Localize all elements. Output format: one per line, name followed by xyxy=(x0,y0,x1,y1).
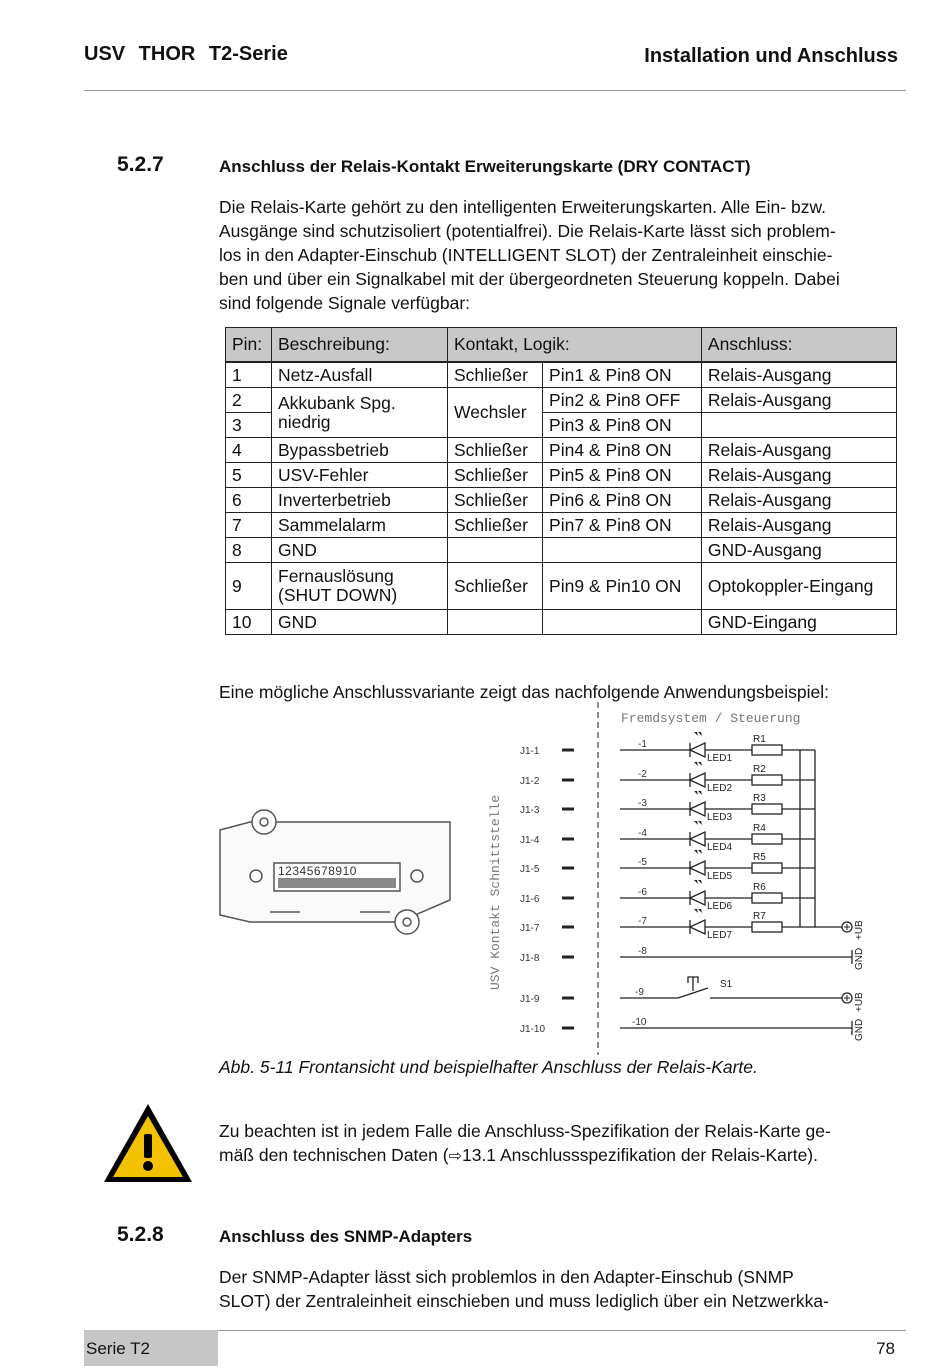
paragraph-line: sind folgende Signale verfügbar: xyxy=(219,293,471,313)
remote-system-label: Fremdsystem / Steuerung xyxy=(621,711,801,726)
remote-pin-label: -1 xyxy=(638,739,647,750)
pin-cell: 6 xyxy=(226,488,272,513)
cross-reference-link[interactable]: 13.1 Anschlussspezifikation der Relais-Karte). xyxy=(461,1145,818,1165)
warning-text xyxy=(219,1119,899,1169)
description-cell: Akkubank Spg. niedrig xyxy=(272,388,448,438)
contact-cell: Schließer xyxy=(448,463,543,488)
logic-cell: Pin5 & Pin8 ON xyxy=(543,463,702,488)
gnd-label: GND xyxy=(854,1018,865,1041)
connection-cell xyxy=(701,413,896,438)
led-label: LED6 xyxy=(707,901,733,912)
connector-label: J1-6 xyxy=(520,894,540,905)
pin-cell: 7 xyxy=(226,513,272,538)
header-cell: Anschluss: xyxy=(701,328,896,363)
interface-label: USV Kontakt Schnittstelle xyxy=(488,794,503,990)
description-cell: USV-Fehler xyxy=(272,463,448,488)
logic-cell: Pin1 & Pin8 ON xyxy=(543,362,702,388)
remote-pin-label: -9 xyxy=(635,987,644,998)
switch-label: S1 xyxy=(720,979,733,990)
resistor-label: R4 xyxy=(753,823,766,834)
remote-pin-label: -5 xyxy=(638,857,647,868)
section-paragraph xyxy=(219,1265,899,1313)
contact-cell: Schließer xyxy=(448,438,543,463)
connection-cell: Optokoppler-Eingang xyxy=(701,563,896,610)
description-cell: GND xyxy=(272,538,448,563)
remote-pin-label: -10 xyxy=(632,1017,647,1028)
remote-pin-label: -7 xyxy=(638,916,647,927)
remote-pin-label: -6 xyxy=(638,887,647,898)
description-cell: Inverterbetrieb xyxy=(272,488,448,513)
pin-cell: 3 xyxy=(226,413,272,438)
contact-cell: Schließer xyxy=(448,362,543,388)
table-row xyxy=(226,563,897,610)
table-row xyxy=(226,610,897,635)
table-header-row xyxy=(226,328,897,363)
pin-cell: 2 xyxy=(226,388,272,413)
warning-line: Zu beachten ist in jedem Falle die Anschluss-Spezifikation der Relais-Karte ge- xyxy=(219,1121,831,1141)
figure-caption: Abb. 5-11 Frontansicht und beispielhafter Anschluss der Relais-Karte. xyxy=(219,1057,758,1077)
led-label: LED3 xyxy=(707,812,733,823)
warning-line-text: mäß den technischen Daten ( xyxy=(219,1145,449,1165)
description-cell: GND xyxy=(272,610,448,635)
connector-pins xyxy=(562,750,574,1028)
connection-cell: Relais-Ausgang xyxy=(701,362,896,388)
paragraph-line: Ausgänge sind schutzisoliert (potentialfrei). Die Relais-Karte lässt sich problem- xyxy=(219,221,836,241)
resistor-label: R2 xyxy=(753,764,766,775)
header-cell: Pin: xyxy=(226,328,272,363)
resistor-label: R6 xyxy=(753,882,766,893)
paragraph-line: ben und über ein Signalkabel mit der übergeordneten Steuerung koppeln. Dabei xyxy=(219,269,840,289)
connector-label: J1-2 xyxy=(520,776,540,787)
led-label: LED7 xyxy=(707,930,733,941)
description-cell: Sammelalarm xyxy=(272,513,448,538)
logic-cell xyxy=(543,538,702,563)
relay-card-figure xyxy=(210,700,890,1055)
table-row xyxy=(226,463,897,488)
connector-label: J1-9 xyxy=(520,994,540,1005)
logic-cell: Pin2 & Pin8 OFF xyxy=(543,388,702,413)
section-paragraph xyxy=(219,195,899,315)
connection-cell: GND-Ausgang xyxy=(701,538,896,563)
pin-table xyxy=(225,327,897,635)
description-cell: Netz-Ausfall xyxy=(272,362,448,388)
dip-switch-numbers: 12345678910 xyxy=(278,864,357,878)
contact-cell: Schließer xyxy=(448,488,543,513)
table-row xyxy=(226,513,897,538)
logic-cell xyxy=(543,610,702,635)
table-row xyxy=(226,388,897,413)
resistor-label: R5 xyxy=(753,852,766,863)
header-cell: Beschreibung: xyxy=(272,328,448,363)
paragraph-line: SLOT) der Zentraleinheit einschieben und muss lediglich über ein Netzwerkka- xyxy=(219,1291,829,1311)
connector-label: J1-7 xyxy=(520,923,540,934)
pin-cell: 4 xyxy=(226,438,272,463)
pin-cell: 9 xyxy=(226,563,272,610)
logic-cell: Pin7 & Pin8 ON xyxy=(543,513,702,538)
connection-cell: Relais-Ausgang xyxy=(701,388,896,413)
connection-cell: Relais-Ausgang xyxy=(701,513,896,538)
figure-intro: Eine mögliche Anschlussvariante zeigt das nachfolgende Anwendungsbeispiel: xyxy=(219,682,829,702)
logic-cell: Pin9 & Pin10 ON xyxy=(543,563,702,610)
logic-cell: Pin3 & Pin8 ON xyxy=(543,413,702,438)
contact-cell: Wechsler xyxy=(448,388,543,438)
resistor-label: R3 xyxy=(753,793,766,804)
header-divider xyxy=(84,90,906,91)
connection-cell: Relais-Ausgang xyxy=(701,463,896,488)
pin-cell: 1 xyxy=(226,362,272,388)
supply-terminals xyxy=(842,922,852,1003)
remote-pin-label: -4 xyxy=(638,828,647,839)
section-number: 5.2.8 xyxy=(117,1223,164,1246)
connector-label: J1-10 xyxy=(520,1024,546,1035)
ub-label: +UB xyxy=(854,992,865,1012)
connection-cell: Relais-Ausgang xyxy=(701,438,896,463)
led-arrows xyxy=(694,732,702,913)
remote-pin-labels xyxy=(632,739,647,1028)
connector-label: J1-4 xyxy=(520,835,540,846)
section-number: 5.2.7 xyxy=(117,153,164,176)
pin-cell: 10 xyxy=(226,610,272,635)
header-title: USV THOR T2-Serie xyxy=(84,43,288,65)
remote-pin-label: -3 xyxy=(638,798,647,809)
logic-cell: Pin4 & Pin8 ON xyxy=(543,438,702,463)
led-label: LED5 xyxy=(707,871,733,882)
footer-series: Serie T2 xyxy=(86,1339,150,1358)
pin-cell: 8 xyxy=(226,538,272,563)
contact-cell xyxy=(448,610,543,635)
page-number: 78 xyxy=(876,1339,895,1358)
paragraph-line: los in den Adapter-Einschub (INTELLIGENT SLOT) der Zentraleinheit einschie- xyxy=(219,245,833,265)
contact-cell: Schließer xyxy=(448,513,543,538)
paragraph-line: Der SNMP-Adapter lässt sich problemlos in den Adapter-Einschub (SNMP xyxy=(219,1267,794,1287)
footer-divider xyxy=(218,1330,906,1331)
contact-cell: Schließer xyxy=(448,563,543,610)
header-chapter: Installation und Anschluss xyxy=(644,45,898,67)
table-row xyxy=(226,538,897,563)
connector-labels xyxy=(520,746,545,1035)
resistor-label: R1 xyxy=(753,734,766,745)
pin-cell: 5 xyxy=(226,463,272,488)
arrow-right-icon: ⇨ xyxy=(448,1148,462,1165)
connection-cell: Relais-Ausgang xyxy=(701,488,896,513)
resistor-labels xyxy=(753,734,766,922)
ub-label: +UB xyxy=(854,920,865,940)
connector-label: J1-1 xyxy=(520,746,540,757)
section-title: Anschluss der Relais-Kontakt Erweiterungskarte (DRY CONTACT) xyxy=(219,157,751,176)
logic-cell: Pin6 & Pin8 ON xyxy=(543,488,702,513)
contact-cell xyxy=(448,538,543,563)
warning-line xyxy=(219,1143,899,1169)
connection-cell: GND-Eingang xyxy=(701,610,896,635)
remote-pin-label: -2 xyxy=(638,769,647,780)
header-cell: Kontakt, Logik: xyxy=(448,328,702,363)
terminal-plus-signs xyxy=(844,924,850,1001)
led-label: LED2 xyxy=(707,783,733,794)
warning-icon xyxy=(100,1100,196,1186)
table-row xyxy=(226,438,897,463)
table-row xyxy=(226,362,897,388)
led-label: LED4 xyxy=(707,842,733,853)
section-title: Anschluss des SNMP-Adapters xyxy=(219,1227,473,1246)
led-label: LED1 xyxy=(707,753,733,764)
gnd-label: GND xyxy=(854,947,865,970)
description-cell: Fernauslösung (SHUT DOWN) xyxy=(272,563,448,610)
led-branches xyxy=(620,743,852,1035)
led-labels xyxy=(707,753,732,941)
table-row xyxy=(226,488,897,513)
connector-label: J1-3 xyxy=(520,805,540,816)
connector-label: J1-5 xyxy=(520,864,540,875)
connector-label: J1-8 xyxy=(520,953,540,964)
resistor-label: R7 xyxy=(753,911,766,922)
paragraph-line: Die Relais-Karte gehört zu den intelligenten Erweiterungskarten. Alle Ein- bzw. xyxy=(219,197,826,217)
remote-pin-label: -8 xyxy=(638,946,647,957)
description-cell: Bypassbetrieb xyxy=(272,438,448,463)
